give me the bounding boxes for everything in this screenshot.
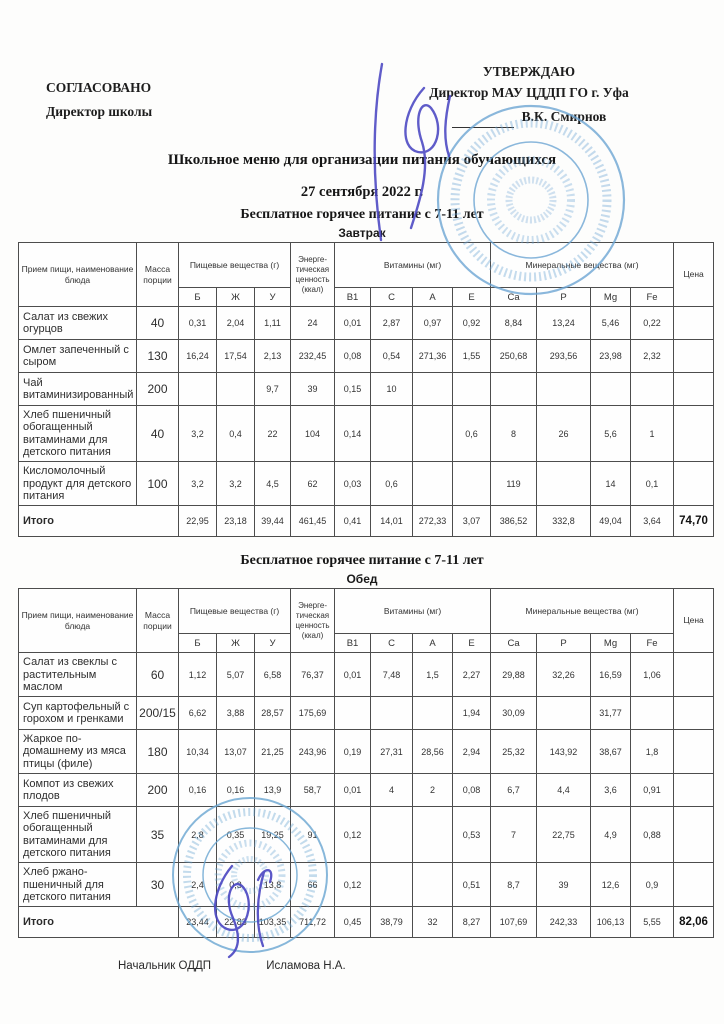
- mass-cell: 200: [137, 774, 179, 807]
- mass-cell: 60: [137, 653, 179, 697]
- value-cell: 0,92: [453, 307, 491, 340]
- value-cell: 0,35: [217, 807, 255, 863]
- mineral-col-header: Mg: [591, 634, 631, 653]
- menu-row: [19, 807, 714, 863]
- value-cell: 1,94: [453, 697, 491, 730]
- value-cell: 0,01: [335, 307, 371, 340]
- mass-header: Масса порции: [137, 589, 179, 653]
- value-cell: 0,19: [335, 730, 371, 774]
- dish-cell: Салат из свеклы с растительным маслом: [19, 653, 137, 697]
- mass-cell: 100: [137, 462, 179, 506]
- value-cell: 39: [291, 373, 335, 406]
- value-cell: 0,08: [453, 774, 491, 807]
- price-cell: [674, 730, 714, 774]
- price-header: Цена: [674, 243, 714, 307]
- value-cell: [179, 373, 217, 406]
- nutrient-col-header: Б: [179, 288, 217, 307]
- value-cell: 1,8: [631, 730, 674, 774]
- dish-cell: Кисломолочный продукт для детского питания: [19, 462, 137, 506]
- total-value-cell: 5,55: [631, 907, 674, 938]
- value-cell: 66: [291, 863, 335, 907]
- value-cell: 13,24: [537, 307, 591, 340]
- value-cell: 16,59: [591, 653, 631, 697]
- value-cell: 10: [371, 373, 413, 406]
- vitamins-group-header: Витамины (мг): [335, 243, 491, 288]
- value-cell: 2,8: [179, 807, 217, 863]
- vitamin-col-header: C: [371, 288, 413, 307]
- value-cell: 6,58: [255, 653, 291, 697]
- menu-row: [19, 774, 714, 807]
- value-cell: 0,15: [335, 373, 371, 406]
- total-row: [19, 506, 714, 537]
- agreed-role: Директор школы: [46, 103, 153, 119]
- value-cell: 1,06: [631, 653, 674, 697]
- value-cell: 3,2: [179, 462, 217, 506]
- approved-role: Директор МАУ ЦДДП ГО г. Уфа: [429, 84, 629, 100]
- total-value-cell: 3,07: [453, 506, 491, 537]
- value-cell: 4: [371, 774, 413, 807]
- value-cell: [631, 697, 674, 730]
- value-cell: 12,6: [591, 863, 631, 907]
- value-cell: [413, 406, 453, 462]
- price-cell: [674, 373, 714, 406]
- value-cell: 39: [537, 863, 591, 907]
- value-cell: [631, 373, 674, 406]
- price-cell: [674, 807, 714, 863]
- meal-title: Обед: [346, 572, 378, 587]
- meal-title: Завтрак: [338, 226, 386, 240]
- value-cell: 0,03: [335, 462, 371, 506]
- value-cell: 28,57: [255, 697, 291, 730]
- dish-cell: Хлеб пшеничный обогащенный витаминами для детского питания: [19, 807, 137, 863]
- mass-cell: 40: [137, 307, 179, 340]
- value-cell: 104: [291, 406, 335, 462]
- mineral-col-header: Ca: [491, 288, 537, 307]
- nutrient-col-header: Б: [179, 634, 217, 653]
- total-value-cell: 32: [413, 907, 453, 938]
- menu-row: [19, 406, 714, 462]
- mass-header: Масса порции: [137, 243, 179, 307]
- value-cell: 143,92: [537, 730, 591, 774]
- total-value-cell: 23,44: [179, 907, 217, 938]
- vitamin-col-header: A: [413, 288, 453, 307]
- total-value-cell: 0,45: [335, 907, 371, 938]
- vitamin-col-header: B1: [335, 288, 371, 307]
- value-cell: [217, 373, 255, 406]
- value-cell: 0,4: [217, 406, 255, 462]
- section-title: Бесплатное горячее питание с 7-11 лет: [240, 207, 484, 222]
- value-cell: 232,45: [291, 340, 335, 373]
- value-cell: [371, 863, 413, 907]
- total-value-cell: 3,64: [631, 506, 674, 537]
- value-cell: 7: [491, 807, 537, 863]
- value-cell: 10,34: [179, 730, 217, 774]
- value-cell: 21,25: [255, 730, 291, 774]
- value-cell: 0,01: [335, 653, 371, 697]
- price-header: Цена: [674, 589, 714, 653]
- value-cell: 1,5: [413, 653, 453, 697]
- value-cell: [537, 697, 591, 730]
- value-cell: 6,62: [179, 697, 217, 730]
- mass-cell: 180: [137, 730, 179, 774]
- value-cell: 8,7: [491, 863, 537, 907]
- value-cell: [413, 807, 453, 863]
- value-cell: 26: [537, 406, 591, 462]
- vitamin-col-header: C: [371, 634, 413, 653]
- dish-cell: Чай витаминизированный: [19, 373, 137, 406]
- value-cell: 0,91: [631, 774, 674, 807]
- value-cell: 1,12: [179, 653, 217, 697]
- price-cell: [674, 406, 714, 462]
- dish-header: Прием пищи, наименование блюда: [19, 243, 137, 307]
- price-cell: [674, 697, 714, 730]
- value-cell: 25,32: [491, 730, 537, 774]
- value-cell: 8,84: [491, 307, 537, 340]
- breakfast-menu-table: [18, 242, 714, 537]
- value-cell: 22: [255, 406, 291, 462]
- dish-cell: Салат из свежих огурцов: [19, 307, 137, 340]
- mass-cell: 130: [137, 340, 179, 373]
- total-value-cell: 49,04: [591, 506, 631, 537]
- dish-cell: Омлет запеченный с сыром: [19, 340, 137, 373]
- mass-cell: 40: [137, 406, 179, 462]
- value-cell: 9,7: [255, 373, 291, 406]
- value-cell: 0,88: [631, 807, 674, 863]
- value-cell: 13,8: [255, 863, 291, 907]
- dish-cell: Хлеб ржано-пшеничный для детского питания: [19, 863, 137, 907]
- total-value-cell: 103,35: [255, 907, 291, 938]
- value-cell: 23,98: [591, 340, 631, 373]
- agreed-block: [46, 76, 152, 123]
- total-price-cell: 74,70: [674, 506, 714, 537]
- nutrients-group-header: Пищевые вещества (г): [179, 243, 291, 288]
- value-cell: 271,36: [413, 340, 453, 373]
- value-cell: [413, 462, 453, 506]
- nutrient-col-header: У: [255, 634, 291, 653]
- energy-header: Энерге-тическая ценность (ккал): [291, 243, 335, 307]
- menu-row: [19, 653, 714, 697]
- value-cell: 5,6: [591, 406, 631, 462]
- value-cell: 119: [491, 462, 537, 506]
- total-row: [19, 907, 714, 938]
- nutrients-group-header: Пищевые вещества (г): [179, 589, 291, 634]
- value-cell: 0,6: [371, 462, 413, 506]
- value-cell: 30,09: [491, 697, 537, 730]
- value-cell: 91: [291, 807, 335, 863]
- value-cell: 6,7: [491, 774, 537, 807]
- mineral-col-header: Fe: [631, 288, 674, 307]
- mass-cell: 35: [137, 807, 179, 863]
- value-cell: [591, 373, 631, 406]
- value-cell: 14: [591, 462, 631, 506]
- value-cell: 2,13: [255, 340, 291, 373]
- approved-title: УТВЕРЖДАЮ: [482, 64, 576, 79]
- value-cell: 0,9: [631, 863, 674, 907]
- total-value-cell: 107,69: [491, 907, 537, 938]
- value-cell: 0,16: [179, 774, 217, 807]
- value-cell: 17,54: [217, 340, 255, 373]
- value-cell: 76,37: [291, 653, 335, 697]
- total-value-cell: 272,33: [413, 506, 453, 537]
- footer-signature-row: [118, 960, 724, 972]
- document-title: Школьное меню для организации питания обучающихся: [167, 152, 557, 168]
- minerals-group-header: Минеральные вещества (мг): [491, 589, 674, 634]
- value-cell: 3,2: [217, 462, 255, 506]
- value-cell: 31,77: [591, 697, 631, 730]
- vitamin-col-header: A: [413, 634, 453, 653]
- value-cell: 38,67: [591, 730, 631, 774]
- total-value-cell: 38,79: [371, 907, 413, 938]
- value-cell: 0,54: [371, 340, 413, 373]
- value-cell: 0,31: [179, 307, 217, 340]
- price-cell: [674, 863, 714, 907]
- vitamin-col-header: E: [453, 634, 491, 653]
- breakfast-section: [0, 207, 724, 537]
- value-cell: 5,46: [591, 307, 631, 340]
- value-cell: 0,22: [631, 307, 674, 340]
- dish-cell: Компот из свежих плодов: [19, 774, 137, 807]
- value-cell: 8: [491, 406, 537, 462]
- total-value-cell: 332,8: [537, 506, 591, 537]
- vitamins-group-header: Витамины (мг): [335, 589, 491, 634]
- value-cell: [371, 807, 413, 863]
- price-cell: [674, 340, 714, 373]
- total-value-cell: 106,13: [591, 907, 631, 938]
- mineral-col-header: Ca: [491, 634, 537, 653]
- total-label-cell: Итого: [19, 506, 179, 537]
- dish-header: Прием пищи, наименование блюда: [19, 589, 137, 653]
- value-cell: 243,96: [291, 730, 335, 774]
- value-cell: 1,11: [255, 307, 291, 340]
- mass-cell: 200/15: [137, 697, 179, 730]
- dish-cell: Суп картофельный с горохом и гренками: [19, 697, 137, 730]
- price-cell: [674, 462, 714, 506]
- menu-row: [19, 307, 714, 340]
- agreed-title: СОГЛАСОВАНО: [46, 80, 152, 95]
- total-value-cell: 242,33: [537, 907, 591, 938]
- total-value-cell: 711,72: [291, 907, 335, 938]
- vitamin-col-header: B1: [335, 634, 371, 653]
- value-cell: 0,3: [217, 863, 255, 907]
- value-cell: 0,51: [453, 863, 491, 907]
- value-cell: 0,01: [335, 774, 371, 807]
- value-cell: 19,25: [255, 807, 291, 863]
- nutrient-col-header: У: [255, 288, 291, 307]
- total-price-cell: 82,06: [674, 907, 714, 938]
- lunch-menu-table: [18, 588, 714, 938]
- value-cell: 175,69: [291, 697, 335, 730]
- value-cell: 22,75: [537, 807, 591, 863]
- total-label-cell: Итого: [19, 907, 179, 938]
- value-cell: 4,5: [255, 462, 291, 506]
- value-cell: [413, 373, 453, 406]
- price-cell: [674, 774, 714, 807]
- value-cell: [371, 697, 413, 730]
- value-cell: 58,7: [291, 774, 335, 807]
- menu-row: [19, 697, 714, 730]
- value-cell: 2: [413, 774, 453, 807]
- menu-row: [19, 462, 714, 506]
- menu-row: [19, 340, 714, 373]
- value-cell: [413, 863, 453, 907]
- value-cell: 4,9: [591, 807, 631, 863]
- value-cell: 0,16: [217, 774, 255, 807]
- value-cell: [491, 373, 537, 406]
- value-cell: 3,88: [217, 697, 255, 730]
- value-cell: 3,2: [179, 406, 217, 462]
- value-cell: [413, 697, 453, 730]
- value-cell: 2,4: [179, 863, 217, 907]
- total-value-cell: 8,27: [453, 907, 491, 938]
- value-cell: 250,68: [491, 340, 537, 373]
- menu-row: [19, 730, 714, 774]
- mass-cell: 200: [137, 373, 179, 406]
- value-cell: 2,94: [453, 730, 491, 774]
- total-value-cell: 461,45: [291, 506, 335, 537]
- mineral-col-header: P: [537, 288, 591, 307]
- value-cell: 0,08: [335, 340, 371, 373]
- signature-line: [452, 115, 514, 128]
- value-cell: 0,6: [453, 406, 491, 462]
- value-cell: 27,31: [371, 730, 413, 774]
- value-cell: 0,53: [453, 807, 491, 863]
- value-cell: 32,26: [537, 653, 591, 697]
- value-cell: 0,14: [335, 406, 371, 462]
- value-cell: [537, 373, 591, 406]
- total-value-cell: 386,52: [491, 506, 537, 537]
- total-value-cell: 22,95: [179, 506, 217, 537]
- value-cell: 4,4: [537, 774, 591, 807]
- energy-header: Энерге-тическая ценность (ккал): [291, 589, 335, 653]
- value-cell: 0,12: [335, 807, 371, 863]
- value-cell: 5,07: [217, 653, 255, 697]
- value-cell: 16,24: [179, 340, 217, 373]
- mineral-col-header: Mg: [591, 288, 631, 307]
- price-cell: [674, 653, 714, 697]
- value-cell: 29,88: [491, 653, 537, 697]
- value-cell: 7,48: [371, 653, 413, 697]
- dish-cell: Хлеб пшеничный обогащенный витаминами для детского питания: [19, 406, 137, 462]
- value-cell: 1,55: [453, 340, 491, 373]
- value-cell: 3,6: [591, 774, 631, 807]
- mineral-col-header: P: [537, 634, 591, 653]
- minerals-group-header: Минеральные вещества (мг): [491, 243, 674, 288]
- value-cell: 0,1: [631, 462, 674, 506]
- menu-row: [19, 863, 714, 907]
- value-cell: 0,97: [413, 307, 453, 340]
- value-cell: [453, 373, 491, 406]
- section-title: Бесплатное горячее питание с 7-11 лет: [240, 553, 484, 569]
- nutrient-col-header: Ж: [217, 634, 255, 653]
- nutrient-col-header: Ж: [217, 288, 255, 307]
- value-cell: 1: [631, 406, 674, 462]
- total-value-cell: 39,44: [255, 506, 291, 537]
- value-cell: 13,07: [217, 730, 255, 774]
- total-value-cell: 14,01: [371, 506, 413, 537]
- value-cell: 2,32: [631, 340, 674, 373]
- approver-name: В.К. Смирнов: [521, 108, 607, 124]
- value-cell: 2,27: [453, 653, 491, 697]
- value-cell: 293,56: [537, 340, 591, 373]
- lunch-section: [0, 553, 724, 938]
- value-cell: 2,04: [217, 307, 255, 340]
- footer-signer-name: Исламова Н.А.: [266, 960, 346, 973]
- mass-cell: 30: [137, 863, 179, 907]
- vitamin-col-header: E: [453, 288, 491, 307]
- footer-position-label: Начальник ОДДП: [118, 960, 212, 973]
- total-value-cell: 0,41: [335, 506, 371, 537]
- price-cell: [674, 307, 714, 340]
- mineral-col-header: Fe: [631, 634, 674, 653]
- value-cell: [335, 697, 371, 730]
- value-cell: [537, 462, 591, 506]
- value-cell: 24: [291, 307, 335, 340]
- total-value-cell: 23,18: [217, 506, 255, 537]
- value-cell: [453, 462, 491, 506]
- approved-block: [356, 62, 702, 128]
- value-cell: 13,9: [255, 774, 291, 807]
- value-cell: [371, 406, 413, 462]
- value-cell: 28,56: [413, 730, 453, 774]
- value-cell: 2,87: [371, 307, 413, 340]
- total-value-cell: 22,83: [217, 907, 255, 938]
- menu-row: [19, 373, 714, 406]
- value-cell: 0,12: [335, 863, 371, 907]
- dish-cell: Жаркое по-домашнему из мяса птицы (филе): [19, 730, 137, 774]
- document-date: 27 сентября 2022 г.: [300, 184, 424, 200]
- value-cell: 62: [291, 462, 335, 506]
